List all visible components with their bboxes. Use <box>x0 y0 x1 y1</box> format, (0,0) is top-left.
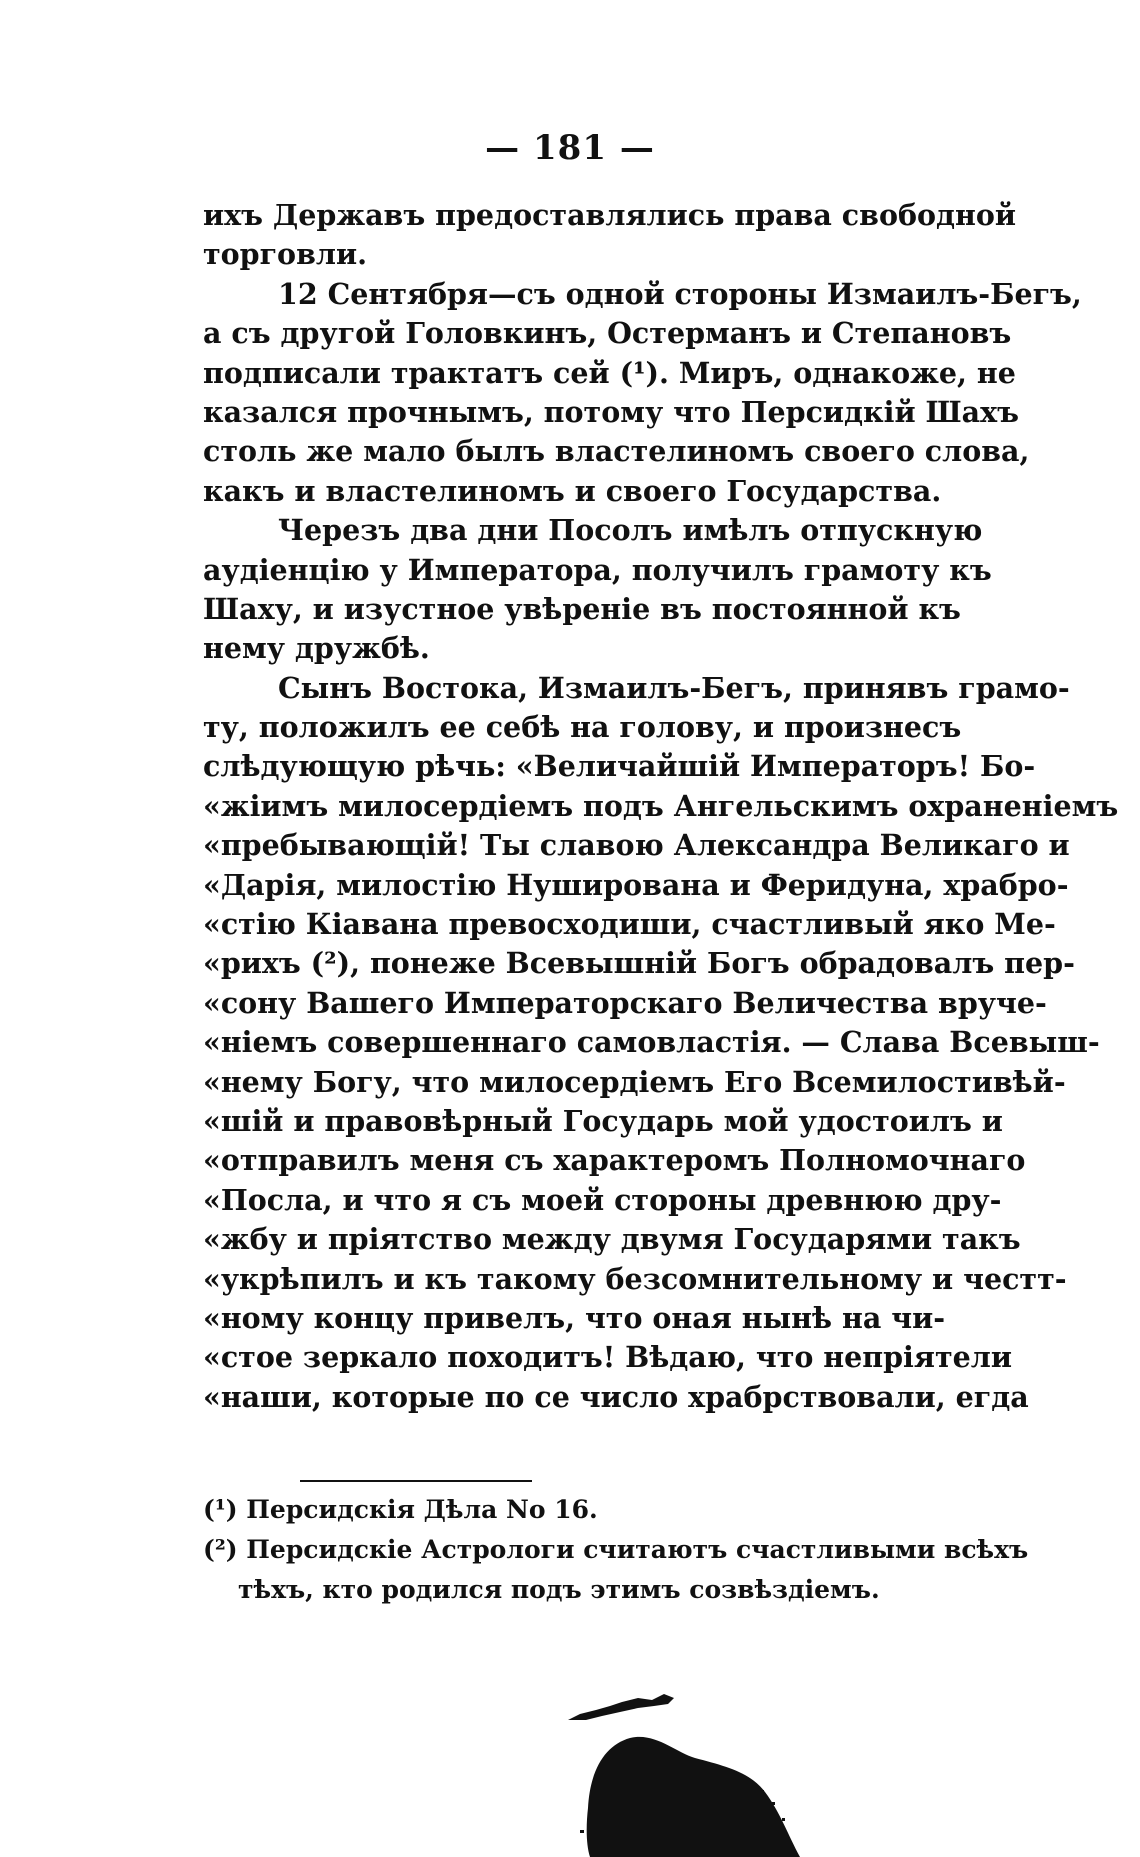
text-line: ту, положилъ ее себѣ на голову, и произнесъ <box>203 710 962 745</box>
text-line: «Дарія, милостію Нуширована и Феридуна, храбро- <box>203 867 1069 902</box>
footnotes <box>203 1490 1029 1610</box>
text-line: Сынъ Востока, Измаилъ-Бегъ, принявъ грамо- <box>278 670 1070 705</box>
text-line: «наши, которые по се число храбрствовали, егда <box>203 1379 1029 1414</box>
text-line: Шаху, и изустное увѣреніе въ постоянной къ <box>203 591 961 626</box>
footnote-2-continued: тѣхъ, кто родился подъ этимъ созвѣздіемъ. <box>238 1575 880 1604</box>
text-line: «сону Вашего Императорскаго Величества вруче- <box>203 985 1047 1020</box>
ink-blot-stain <box>560 1640 940 1857</box>
text-line: «жіимъ милосердіемъ подъ Ангельскимъ охраненіемъ <box>203 788 1119 823</box>
text-line: ихъ Державъ предоставлялись права свободной <box>203 198 1016 232</box>
text-line: столь же мало былъ властелиномъ своего слова, <box>203 434 1030 469</box>
text-line: «нему Богу, что милосердіемъ Его Всемилостивѣй- <box>203 1064 1066 1099</box>
text-line: нему дружбѣ. <box>203 631 430 666</box>
text-line: «шій и правовѣрный Государь мой удостоилъ и <box>203 1103 1003 1138</box>
text-line: «рихъ (²), понеже Всевышній Богъ обрадовалъ пер- <box>203 946 1075 981</box>
footnote-divider <box>300 1480 532 1482</box>
text-line: «жбу и пріятство между двумя Государями такъ <box>203 1222 1021 1257</box>
page-number: — 181 — <box>485 128 655 168</box>
text-line: слѣдующую рѣчь: «Величайшій Императоръ! Бо- <box>203 749 1036 784</box>
text-line: торговли. <box>203 237 368 272</box>
text-line: какъ и властелиномъ и своего Государства. <box>203 473 942 508</box>
text-line: казался прочнымъ, потому что Персидкій Шахъ <box>203 394 1019 429</box>
text-line: аудіенцію у Императора, получилъ грамоту къ <box>203 552 992 587</box>
text-line: «пребывающій! Ты славою Александра Великаго и <box>203 828 1070 863</box>
footnote-1: (¹) Персидскія Дѣла No 16. <box>203 1495 598 1524</box>
text-line: подписали трактатъ сей (¹). Миръ, однакоже, не <box>203 355 1016 390</box>
text-line: «ніемъ совершеннаго самовластія. — Слава Всевыш- <box>203 1025 1100 1060</box>
text-line: «отправилъ меня съ характеромъ Полномочнаго <box>203 1143 1026 1178</box>
text-line: «укрѣпилъ и къ такому безсомнительному и честт- <box>203 1261 1067 1296</box>
text-line: а съ другой Головкинъ, Остерманъ и Степановъ <box>203 316 1012 351</box>
text-line: «стію Кіавана превосходиши, счастливый яко Ме- <box>203 907 1056 942</box>
text-line: «стое зеркало походитъ! Вѣдаю, что непріятели <box>203 1340 1012 1375</box>
text-line: 12 Сентября—съ одной стороны Измаилъ-Бегъ, <box>278 276 1082 311</box>
text-line: Черезъ два дни Посолъ имѣлъ отпускную <box>278 513 983 548</box>
text-line: «ному концу привелъ, что оная нынѣ на чи- <box>203 1300 946 1335</box>
text-line: «Посла, и что я съ моей стороны древнюю дру- <box>203 1182 1002 1217</box>
body-text <box>203 196 1119 1417</box>
footnote-2: (²) Персидскіе Астрологи считаютъ счастливыми всѣхъ <box>203 1535 1029 1564</box>
